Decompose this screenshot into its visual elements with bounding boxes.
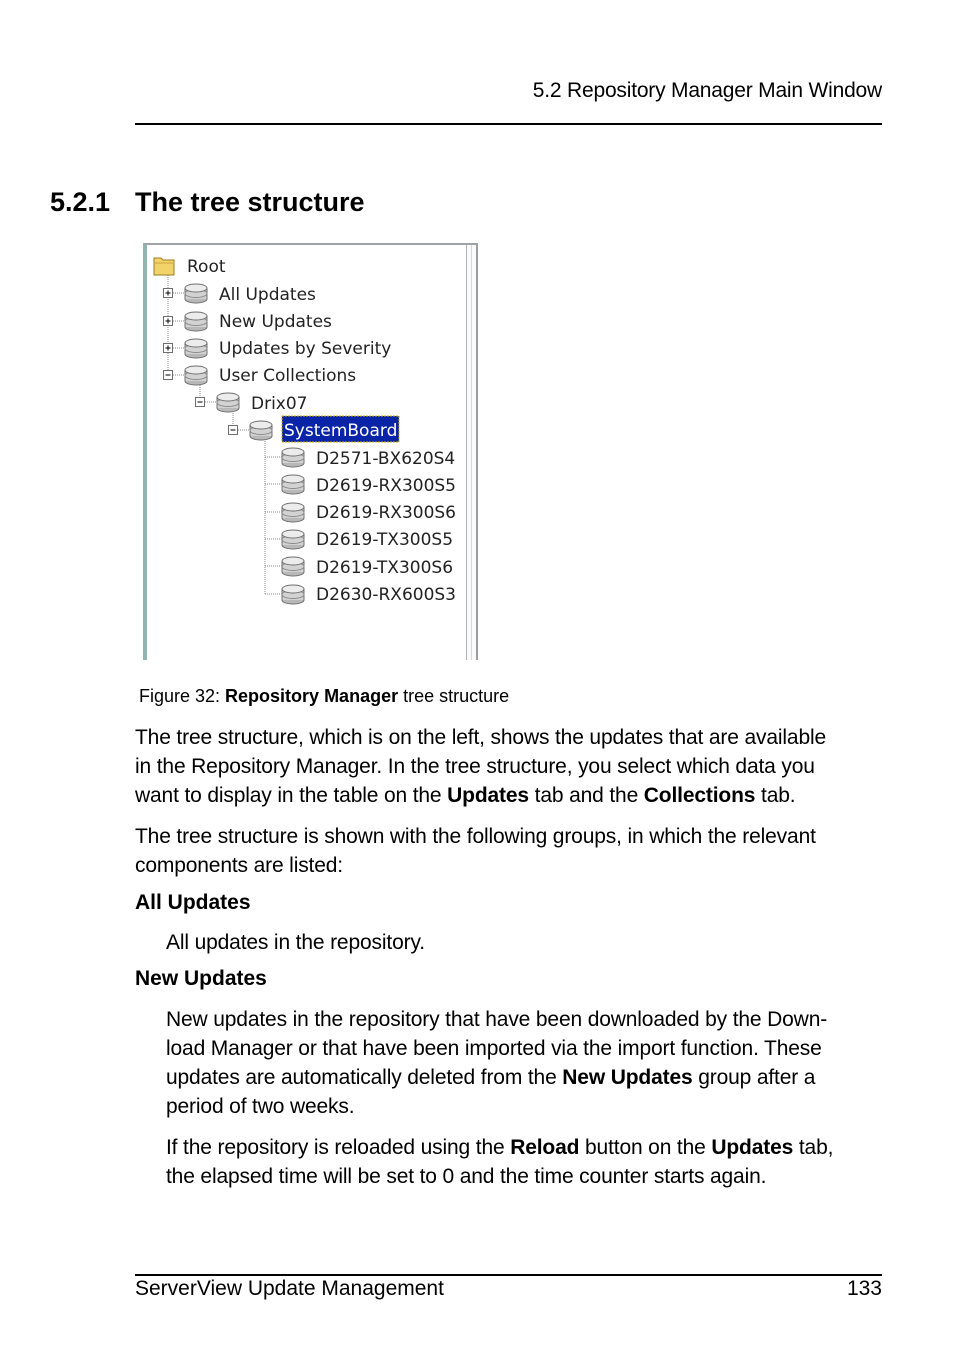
paragraph-groups: The tree structure is shown with the following groups, in which the relevant components are listed:: [135, 825, 816, 877]
database-icon: [282, 530, 304, 549]
tree-item-d2630-rx600s3[interactable]: D2630-RX600S3: [316, 585, 457, 605]
figure-caption: Figure 32: Repository Manager tree structure: [139, 686, 510, 706]
database-icon: [185, 339, 207, 358]
footer-product: ServerView Update Management: [135, 1277, 444, 1300]
tree-item-d2619-tx300s6[interactable]: D2619-TX300S6: [316, 558, 454, 578]
tree-root-label[interactable]: Root: [187, 257, 226, 277]
database-icon: [217, 393, 239, 412]
paragraph-new-updates: New updates in the repository that have been downloaded by the Down- load Manager or that have been imported via the import function. These updates are automatically deleted from the New Updates group after a period of two weeks.: [166, 1008, 828, 1118]
paragraph-all-updates: All updates in the repository.: [166, 931, 425, 954]
database-icon: [282, 503, 304, 522]
section-number: 5.2.1: [50, 187, 111, 217]
tree-scrollbar-edge[interactable]: [466, 245, 478, 660]
tree-item-d2619-rx300s5[interactable]: D2619-RX300S5: [316, 476, 457, 496]
page-number: 133: [846, 1277, 882, 1300]
section-title-text: The tree structure: [135, 187, 365, 217]
database-icon: [250, 421, 272, 440]
tree-item-systemboard[interactable]: SystemBoard: [284, 421, 398, 441]
paragraph-intro: The tree structure, which is on the left, shows the updates that are available in the Repository Manager. In the tree structure, you select which data you want to display in the table on the Updates tab and the Collections tab.: [135, 726, 827, 807]
tree-item-new-updates[interactable]: New Updates: [219, 312, 332, 332]
database-icon: [282, 557, 304, 576]
running-header: 5.2 Repository Manager Main Window: [532, 79, 882, 102]
tree-view-screenshot: [143, 243, 478, 660]
heading-all-updates: All Updates: [135, 891, 251, 914]
footer-rule: [135, 1274, 882, 1276]
database-icon: [185, 312, 207, 331]
database-icon: [282, 475, 304, 494]
tree-item-d2619-rx300s6[interactable]: D2619-RX300S6: [316, 503, 457, 523]
database-icon: [185, 284, 207, 303]
tree-item-user-collections[interactable]: User Collections: [219, 366, 357, 386]
paragraph-reload: If the repository is reloaded using the Reload button on the Updates tab, the elapsed time will be set to 0 and the time counter starts again.: [166, 1136, 834, 1188]
tree-item-drix07[interactable]: Drix07: [251, 394, 308, 414]
database-icon: [185, 366, 207, 385]
tree-item-d2571-bx620s4[interactable]: D2571-BX620S4: [316, 449, 456, 469]
heading-new-updates: New Updates: [135, 967, 267, 990]
tree-item-d2619-tx300s5[interactable]: D2619-TX300S5: [316, 530, 454, 550]
header-rule: [135, 123, 882, 125]
tree-view: [147, 245, 482, 662]
folder-icon: [154, 258, 174, 275]
section-title: [50, 187, 365, 218]
database-icon: [282, 585, 304, 604]
tree-item-updates-by-severity[interactable]: Updates by Severity: [219, 339, 392, 359]
tree-item-all-updates[interactable]: All Updates: [219, 285, 316, 305]
database-icon: [282, 448, 304, 467]
